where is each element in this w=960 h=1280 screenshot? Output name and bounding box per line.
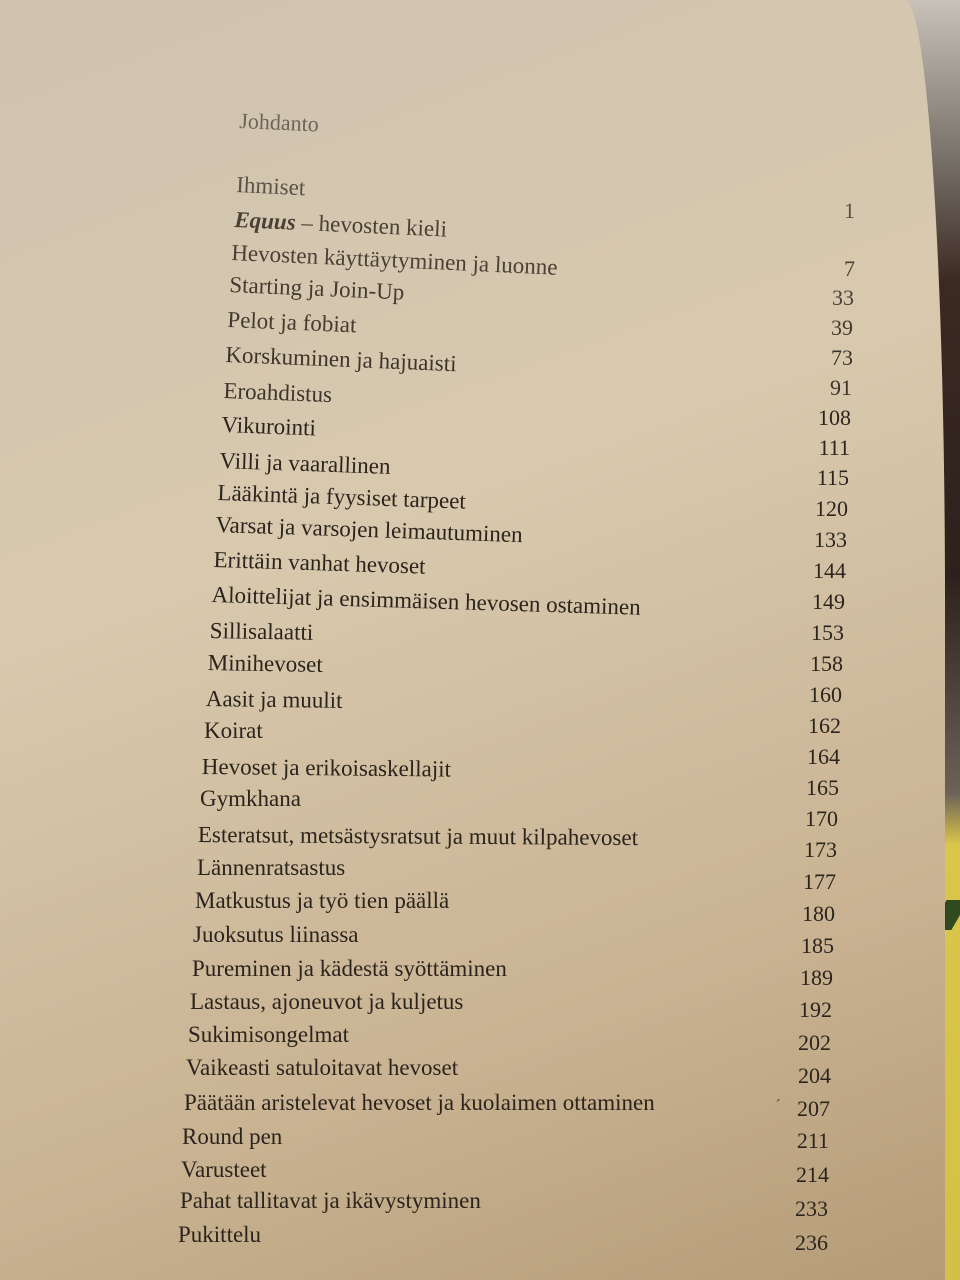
toc-entry-title: Pukittelu — [178, 1222, 262, 1247]
toc-entry-page: 158 — [810, 651, 843, 676]
toc-entry-title: Lastaus, ajoneuvot ja kuljetus — [190, 989, 464, 1014]
toc-entry-title: Matkustus ja työ tien päällä — [195, 888, 450, 913]
toc-entry-title: Varusteet — [181, 1157, 267, 1182]
toc-entry-page: 149 — [812, 589, 845, 614]
toc-entry-page: 177 — [803, 869, 836, 894]
toc-entry-page: 91 — [830, 375, 852, 400]
toc-entry-title: Päätään aristelevat hevoset ja kuolaimen ottaminen — [184, 1090, 655, 1115]
toc-entry-title: Ihmiset — [235, 172, 306, 201]
toc-entry-title: Pahat tallitavat ja ikävystyminen — [180, 1188, 481, 1213]
toc-entry-page: 164 — [807, 744, 840, 769]
toc-entry-page: 160 — [809, 682, 842, 707]
toc-entry-title: Villi ja vaarallinen — [219, 448, 391, 479]
toc-entry-title: Aloittelijat ja ensimmäisen hevosen ostaminen — [211, 582, 642, 620]
toc-entry-page: 1 — [844, 198, 855, 223]
toc-entry-page: 180 — [802, 901, 835, 926]
toc-entry-title: Pelot ja fobiat — [226, 307, 357, 338]
toc-entry-page: 133 — [814, 527, 847, 552]
toc-entry-title: Round pen — [182, 1124, 283, 1149]
toc-entry-page: 236 — [795, 1230, 828, 1255]
toc-entry-page: 153 — [811, 620, 844, 645]
toc-entry-title: Starting ja Join-Up — [228, 272, 405, 305]
toc-entry-page: 202 — [798, 1030, 831, 1055]
toc-entry-page: 165 — [806, 775, 839, 800]
toc-entry-page: 108 — [818, 405, 851, 430]
toc-entry-page: 173 — [804, 837, 837, 862]
toc-entry-page: 7 — [844, 256, 855, 281]
toc-entry-title: Korskuminen ja hajuaisti — [224, 342, 458, 377]
toc-entry-page: 170 — [805, 806, 838, 831]
toc-entry-page: 120 — [815, 496, 848, 521]
toc-entry-page: 204 — [798, 1063, 831, 1088]
toc-entry-title-rest: – hevosten kieli — [295, 209, 448, 242]
toc-entry-page: 233 — [795, 1196, 828, 1221]
toc-entry-title: Koirat — [204, 718, 263, 743]
toc-entry-page: 207 — [797, 1096, 830, 1121]
toc-entry-page: 111 — [818, 435, 850, 460]
toc-entry-title: Varsat ja varsojen leimautuminen — [215, 512, 524, 548]
toc-entry-title: Pureminen ja kädestä syöttäminen — [192, 956, 507, 981]
toc-entry-page: 189 — [800, 965, 833, 990]
toc-entry-page: 73 — [831, 345, 853, 370]
toc-entry-title: Aasit ja muulit — [205, 686, 343, 713]
toc-entry-page: 185 — [801, 933, 834, 958]
toc-entry-page: 115 — [816, 465, 849, 490]
toc-entry-page: 144 — [813, 558, 846, 583]
toc-entry-title: Hevosten käyttäytyminen ja luonne — [230, 240, 559, 280]
toc-entry-page: 214 — [796, 1162, 829, 1187]
toc-entry-title: Vaikeasti satuloitavat hevoset — [186, 1055, 459, 1080]
toc-entry-page: 162 — [808, 713, 841, 738]
toc-entry-title: Minihevoset — [207, 650, 323, 678]
stray-mark: ´ — [774, 1098, 781, 1114]
toc-entry-title: Lääkintä ja fyysiset tarpeet — [217, 480, 467, 514]
toc-entry-title-emphasis: Equus — [233, 207, 297, 235]
toc-entry-title: Erittäin vanhat hevoset — [213, 547, 426, 579]
toc-entry-title: Eroahdistus — [223, 378, 333, 408]
toc-entry-page: 211 — [796, 1128, 829, 1153]
toc-entry-page: 33 — [832, 285, 854, 310]
toc-entry-page: 192 — [799, 997, 832, 1022]
toc-entry-title — [234, 207, 448, 243]
toc-entry-title: Esteratsut, metsästysratsut ja muut kilpahevoset — [197, 822, 639, 851]
toc-entry-title: Hevoset ja erikoisaskellajit — [201, 754, 452, 782]
toc-entry-title: Lännenratsastus — [197, 855, 346, 880]
toc-entry-title: Juoksutus liinassa — [193, 922, 359, 947]
toc-entry-title: Vikurointi — [221, 412, 317, 441]
toc-entry-title: Sillisalaatti — [209, 618, 314, 645]
toc-heading: Johdanto — [238, 108, 320, 137]
toc-entry-title: Sukimisongelmat — [188, 1022, 349, 1047]
toc-entry-page: 39 — [831, 315, 853, 340]
toc-entry-title: Gymkhana — [200, 786, 301, 811]
